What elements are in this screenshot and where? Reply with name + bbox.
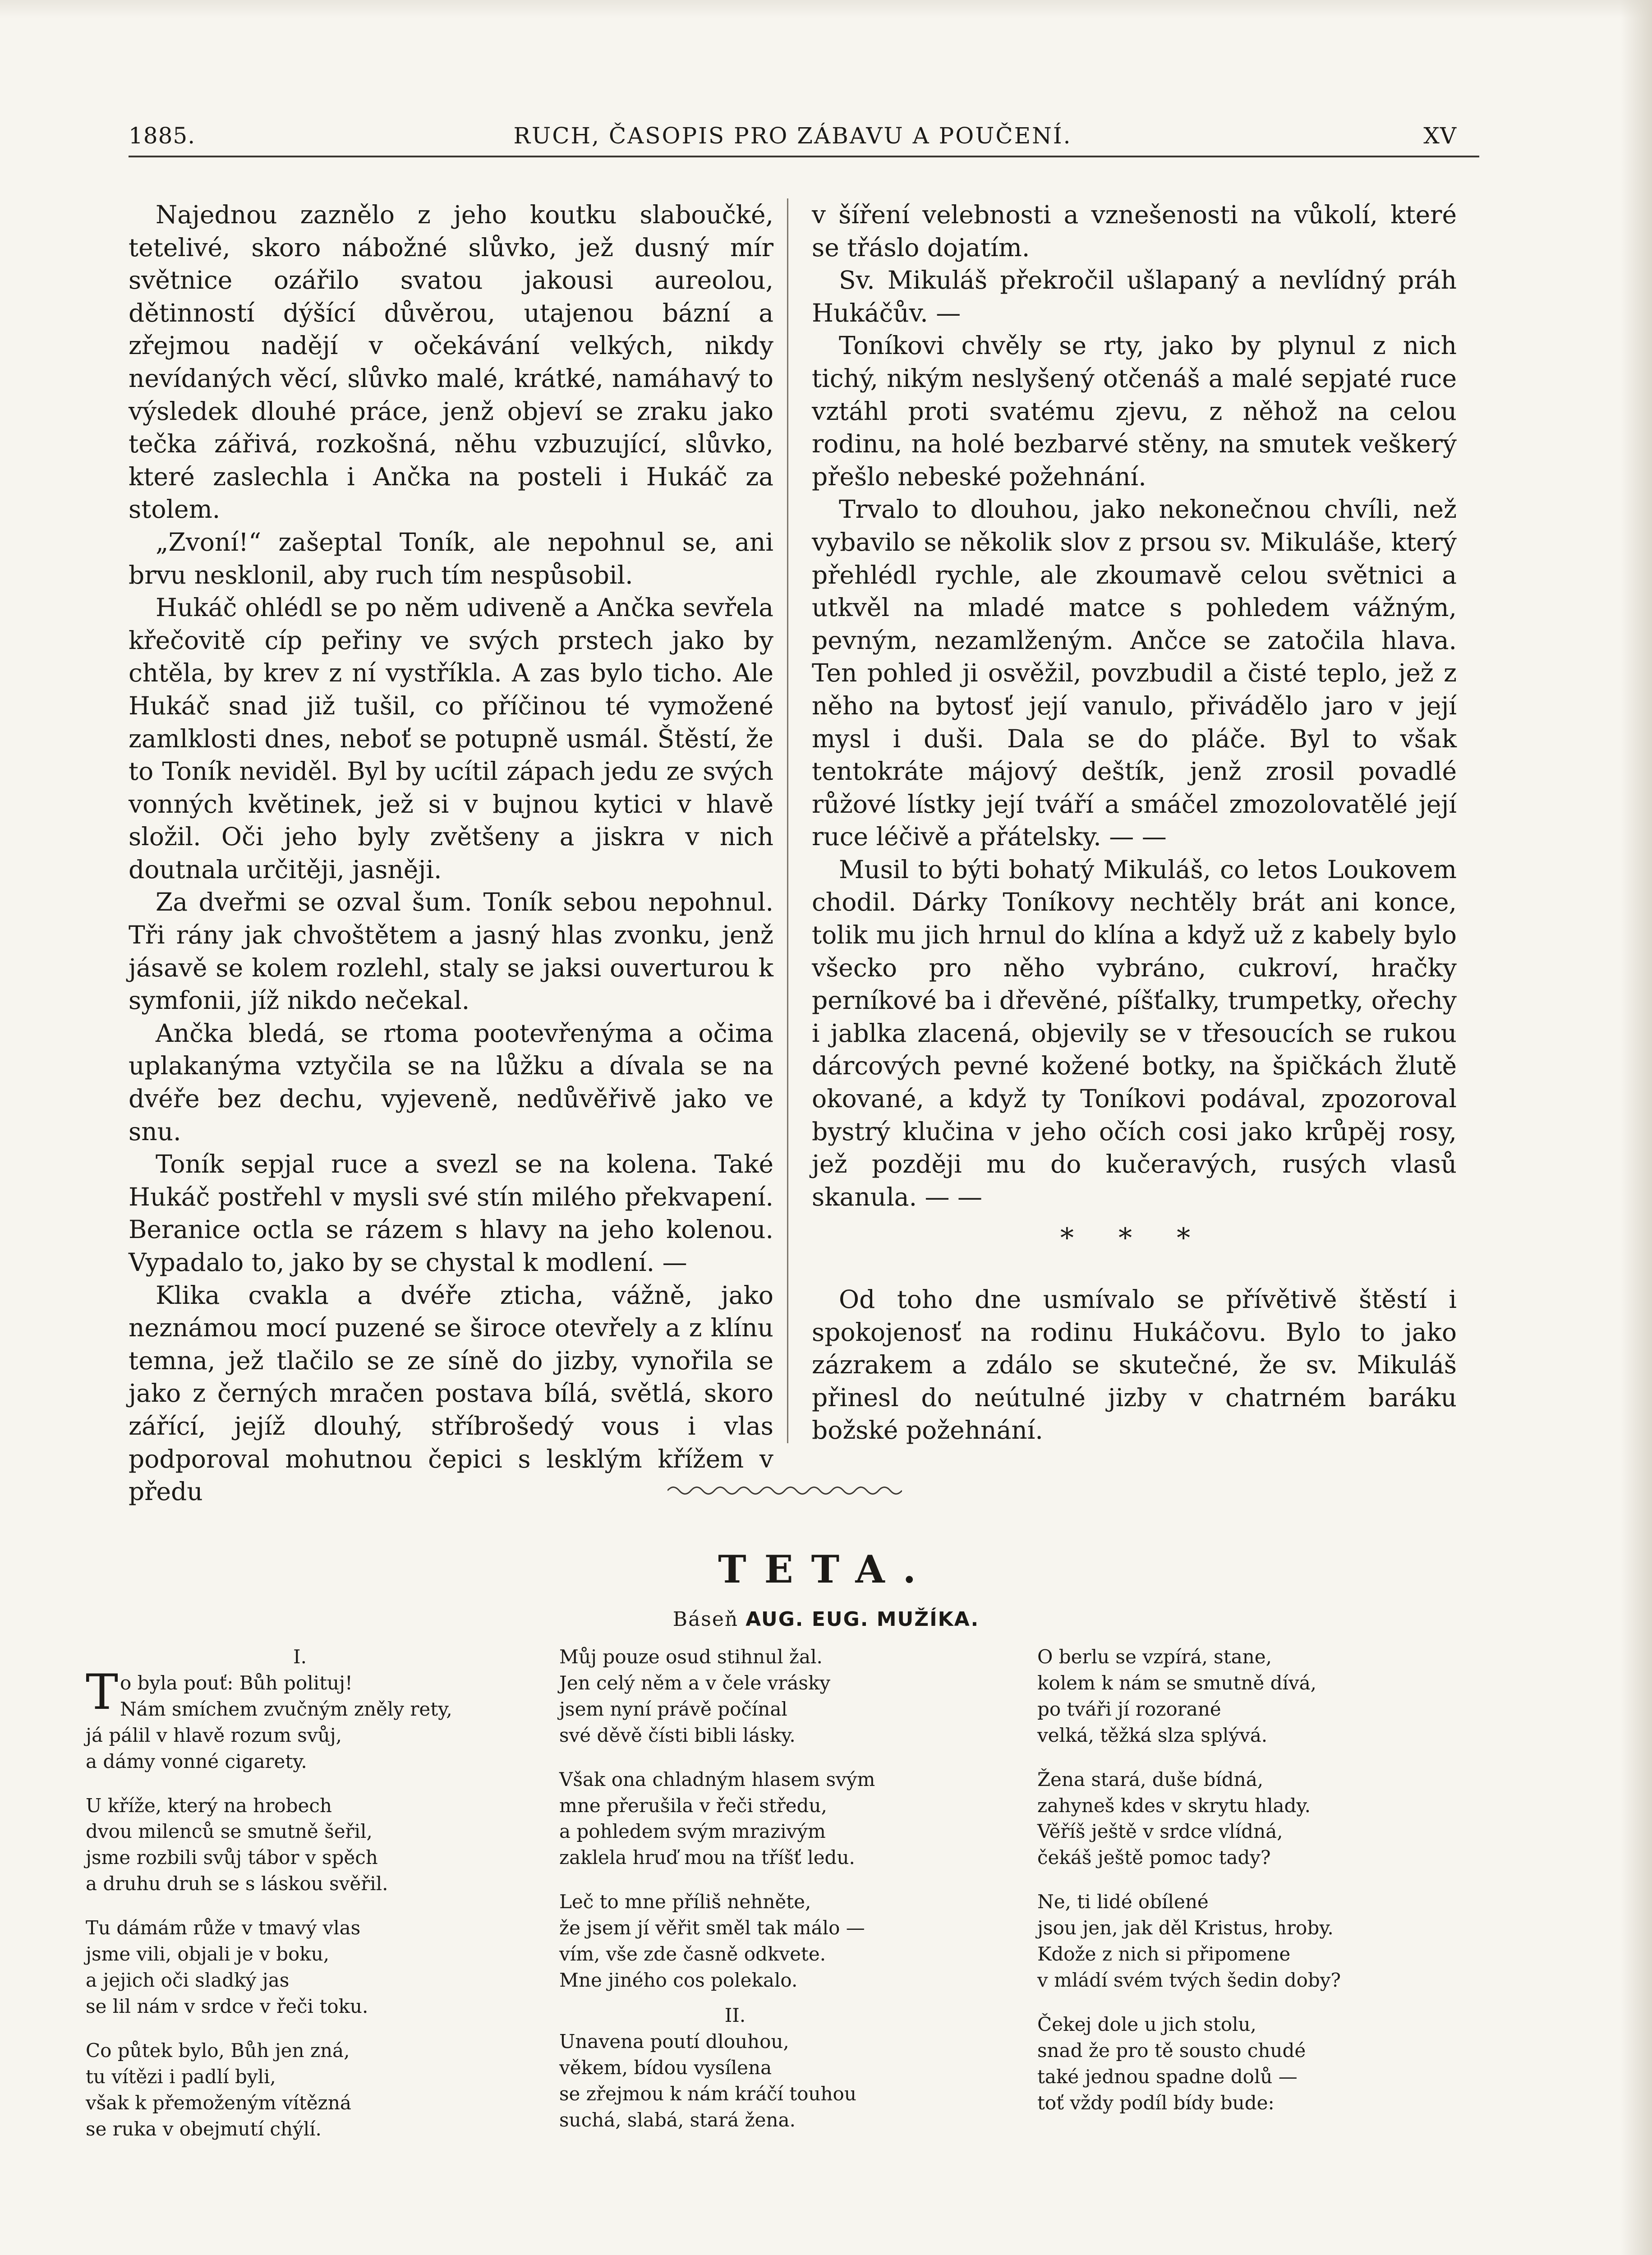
- paragraph: Klika cvakla a dvéře zticha, vážně, jako neznámou mocí puzené se široce otevřely a z klínu temna, jež tlačilo se ze síně do jizby, vynořila se jako z černých mračen postava bílá, světlá, skoro zářící, jejíž dlouhý, stříbrošedý vous i vlas podporoval mohutnou čepici s lesklým křížem v předu: [129, 1280, 773, 1506]
- verse-line: Ne, ti lidé obílené: [1037, 1891, 1209, 1913]
- verse-line: jsou jen, jak děl Kristus, hroby.: [1037, 1917, 1334, 1939]
- stanza: [1037, 1889, 1466, 1993]
- wavy-ornament: [667, 1484, 902, 1497]
- verse-line: tu vítězi i padlí byli,: [86, 2065, 276, 2088]
- poem-column-1: [86, 1644, 514, 2160]
- poem-column-3: [1037, 1644, 1466, 2134]
- verse-line: Co půtek bylo, Bůh jen zná,: [86, 2039, 350, 2062]
- poem-byline: [0, 1608, 1652, 1631]
- paragraph: Ančka bledá, se rtoma pootevřenýma a očima uplakanýma vztyčila se na lůžku a dívala se na dvéře bez dechu, vyjeveně, nedůvěřivě jako ve snu.: [129, 1018, 773, 1146]
- verse-line: O berlu se vzpírá, stane,: [1037, 1646, 1272, 1668]
- verse-line: také jednou spadne dolů —: [1037, 2065, 1298, 2088]
- verse-line: toť vždy podíl bídy bude:: [1037, 2091, 1275, 2114]
- story-closing: [812, 1283, 1457, 1447]
- verse-line: se zřejmou k nám kráčí touhou: [559, 2082, 856, 2105]
- verse-line: Žena stará, duše bídná,: [1037, 1768, 1264, 1790]
- asterism: * * *: [1060, 1222, 1209, 1254]
- verse-line: já pálil v hlavě rozum svůj,: [86, 1724, 342, 1746]
- paragraph: Za dveřmi se ozval šum. Toník sebou nepohnul. Tři rány jak chvoštětem a jasný hlas zvonku, jenž jásavě se kolem rozlehl, staly se jaksi ouverturou k symfonii, jíž nikdo nečekal.: [129, 888, 773, 1015]
- paragraph: Najednou zaznělo z jeho koutku slaboučké, tetelivé, skoro nábožné slůvko, jež dusný mír světnice ozářilo svatou jakousi aureolou, dětinností dýšící důvěrou, utajenou bázní a zřejmou nadějí v očekávání velkých, nikdy nevídaných věcí, slůvko malé, krátké, namáhavý to výsledek dlouhé práce, jenž objeví se zraku jako tečka zářivá, rozkošná, něhu vzbuzující, slůvko, které zaslechla i Ančka na posteli i Hukáč za stolem.: [129, 200, 773, 524]
- stanza: [1037, 1644, 1466, 1749]
- verse-line: Mne jiného cos polekalo.: [559, 1969, 798, 1991]
- verse-line: Leč to mne příliš nehněte,: [559, 1891, 811, 1913]
- verse-line: Unavena poutí dlouhou,: [559, 2030, 789, 2053]
- stanza: [559, 2029, 988, 2133]
- verse-line: kolem k nám se smutně dívá,: [1037, 1671, 1317, 1694]
- stanza: [1037, 2011, 1466, 2116]
- verse-line: a jejich oči sladký jas: [86, 1969, 290, 1991]
- verse-line: suchá, slabá, stará žena.: [559, 2108, 796, 2131]
- verse-line: Však ona chladným hlasem svým: [559, 1768, 875, 1790]
- running-header: [129, 118, 1457, 154]
- stanza: [86, 1664, 514, 1775]
- verse-line: jsme vili, objali je v boku,: [86, 1943, 330, 1965]
- stanza: [559, 1889, 988, 1993]
- verse-line: Tu dámám růže v tmavý vlas: [86, 1917, 361, 1939]
- byline-prefix: Báseň: [672, 1608, 739, 1631]
- stanza: [86, 2038, 514, 2142]
- verse-line: vím, vše zde časně odkvete.: [559, 1943, 826, 1965]
- paragraph: Od toho dne usmívalo se přívětivě štěstí i spokojenosť na rodinu Hukáčovu. Bylo to jako zázrakem a zdálo se skutečné, že sv. Mikuláš přinesl do neútulné jizby v chatrném baráku božské požehnání.: [812, 1285, 1457, 1445]
- paragraph: Trvalo to dlouhou, jako nekonečnou chvíli, než vybavilo se několik slov z prsou sv. Mikuláše, který přehlédl rychle, ale zkoumavě celou světnici a utkvěl na mladé matce s pohledem vážným, pevným, nezamlženým. Ančce se zatočila hlava. Ten pohled ji osvěžil, povzbudil a čisté teplo, jež z něho na bytosť její vanulo, přivádělo jaro v její mysl i duši. Dala se do pláče. Byl to však tentokráte májový deštík, jenž zrosil povadlé růžové lístky její tváří a smáčel zmozolovatělé její ruce léčivě a přátelsky. — —: [812, 495, 1457, 851]
- paragraph: Musil to býti bohatý Mikuláš, co letos Loukovem chodil. Dárky Toníkovy nechtěly brát ani konce, tolik mu jich hrnul do klína a když už z kabely bylo všecko pro něho vybráno, cukroví, hračky perníkové ba i dřevěné, píšťalky, trumpetky, ořechy i jablka zlacená, objevily se v třesoucích se rukou dárcových pevné kožené botky, na špičkách žlutě okované, a když ty Toníkovi podával, zpozoroval bystrý klučina v jeho očích cosi jako krůpěj rosy, jež později mu do kučeravých, rusých vlasů skanula. — —: [812, 855, 1457, 1211]
- verse-line: Kdože z nich si připomene: [1037, 1943, 1291, 1965]
- verse-line: o byla pouť: Bůh polituj!: [120, 1671, 353, 1694]
- paragraph: „Zvoní!“ zašeptal Toník, ale nepohnul se, ani brvu nesklonil, aby ruch tím nespůsobil.: [129, 527, 773, 589]
- verse-line: Čekej dole u jich stolu,: [1037, 2013, 1256, 2035]
- header-page-number: XV: [1423, 123, 1457, 149]
- verse-line: po tváři jí rozorané: [1037, 1698, 1221, 1720]
- verse-line: jsem nyní právě počínal: [559, 1698, 787, 1720]
- paragraph: Toník sepjal ruce a svezl se na kolena. Také Hukáč postřehl v mysli své stín milého překvapení. Beranice octla se rázem s hlavy na jeho kolenou. Vypadalo to, jako by se chystal k modlení. —: [129, 1150, 773, 1277]
- verse-line: a druhu druh se s láskou svěřil.: [86, 1873, 388, 1895]
- verse-line: však k přemoženým vítězná: [86, 2091, 351, 2114]
- stanza: [559, 1644, 988, 1749]
- story-column-left: [129, 198, 773, 1508]
- verse-line: U kříže, který na hrobech: [86, 1794, 332, 1817]
- story-column-right: [812, 198, 1457, 1213]
- verse-line: zaklela hruď mou na tříšť ledu.: [559, 1846, 855, 1869]
- verse-line: že jsem jí věřit směl tak málo —: [559, 1917, 865, 1939]
- verse-line: Nám smíchem zvučným zněly rety,: [120, 1698, 452, 1720]
- verse-line: své děvě čísti bibli lásky.: [559, 1724, 796, 1746]
- verse-line: a pohledem svým mrazivým: [559, 1820, 826, 1843]
- paragraph-continuation: v šíření velebnosti a vznešenosti na vůkolí, které se třáslo dojatím.: [812, 200, 1457, 262]
- verse-line: velká, těžká slza splývá.: [1037, 1724, 1268, 1746]
- page-edge-shadow: [0, 0, 1652, 18]
- verse-line: se lil nám v srdce v řeči toku.: [86, 1995, 368, 2017]
- paragraph: Toníkovi chvěly se rty, jako by plynul z nich tichý, nikým neslyšený otčenáš a malé sepjaté ruce vztáhl proti svatému zjevu, z něhož na celou rodinu, na holé bezbarvé stěny, na smutek veškerý přešlo nebeské požehnání.: [812, 331, 1457, 491]
- stanza: [86, 1915, 514, 2020]
- stanza: [86, 1793, 514, 1897]
- verse-line: dvou milenců se smutně šeřil,: [86, 1820, 373, 1843]
- verse-line: čekáš ještě pomoc tady?: [1037, 1846, 1271, 1869]
- verse-line: Můj pouze osud stihnul žal.: [559, 1646, 823, 1668]
- verse-line: zahyneš kdes v skrytu hlady.: [1037, 1794, 1311, 1817]
- verse-line: snad že pro tě sousto chudé: [1037, 2039, 1306, 2062]
- poem-author: AUG. EUG. MUŽÍKA.: [745, 1608, 980, 1631]
- stanza: [1037, 1767, 1466, 1871]
- paragraph: Hukáč ohlédl se po něm udiveně a Ančka sevřela křečovitě cíp peřiny ve svých prstech jako by chtěla, by krev z ní vystříkla. A zas bylo ticho. Ale Hukáč snad již tušil, co příčinou té vymožené zamlklosti dnes, neboť se potupně usmál. Štěstí, že to Toník neviděl. Byl by ucítil zápach jedu ze svých vonných květinek, jež si v bujnou kytici v hlavě složil. Oči jeho byly zvětšeny a jiskra v nich doutnala určitěji, jasněji.: [129, 593, 773, 884]
- header-title: RUCH, ČASOPIS PRO ZÁBAVU A POUČENÍ.: [513, 123, 1072, 149]
- header-rule: [129, 156, 1479, 157]
- verse-line: se ruka v obejmutí chýlí.: [86, 2117, 322, 2140]
- verse-line: a dámy vonné cigarety.: [86, 1750, 307, 1772]
- verse-line: v mládí svém tvých šedin doby?: [1037, 1969, 1341, 1991]
- column-divider: [787, 198, 788, 1443]
- stanza: [559, 1767, 988, 1871]
- poem-title: TETA.: [718, 1547, 934, 1592]
- page-edge-shadow: [1620, 0, 1652, 2255]
- verse-line: mne přerušila v řeči středu,: [559, 1794, 827, 1817]
- section-numeral: II.: [724, 2004, 746, 2026]
- verse-line: Jen celý něm a v čele vrásky: [559, 1671, 831, 1694]
- drop-cap: T: [86, 1664, 119, 1721]
- poem-column-2: [559, 1644, 988, 2151]
- header-year: 1885.: [129, 123, 196, 149]
- verse-line: jsme rozbili svůj tábor v spěch: [86, 1846, 378, 1869]
- section-numeral: I.: [293, 1646, 307, 1668]
- paragraph: Sv. Mikuláš překročil ušlapaný a nevlídný práh Hukáčův. —: [812, 266, 1457, 327]
- verse-line: věkem, bídou vysílena: [559, 2056, 772, 2079]
- verse-line: Věříš ještě v srdce vlídná,: [1037, 1820, 1283, 1843]
